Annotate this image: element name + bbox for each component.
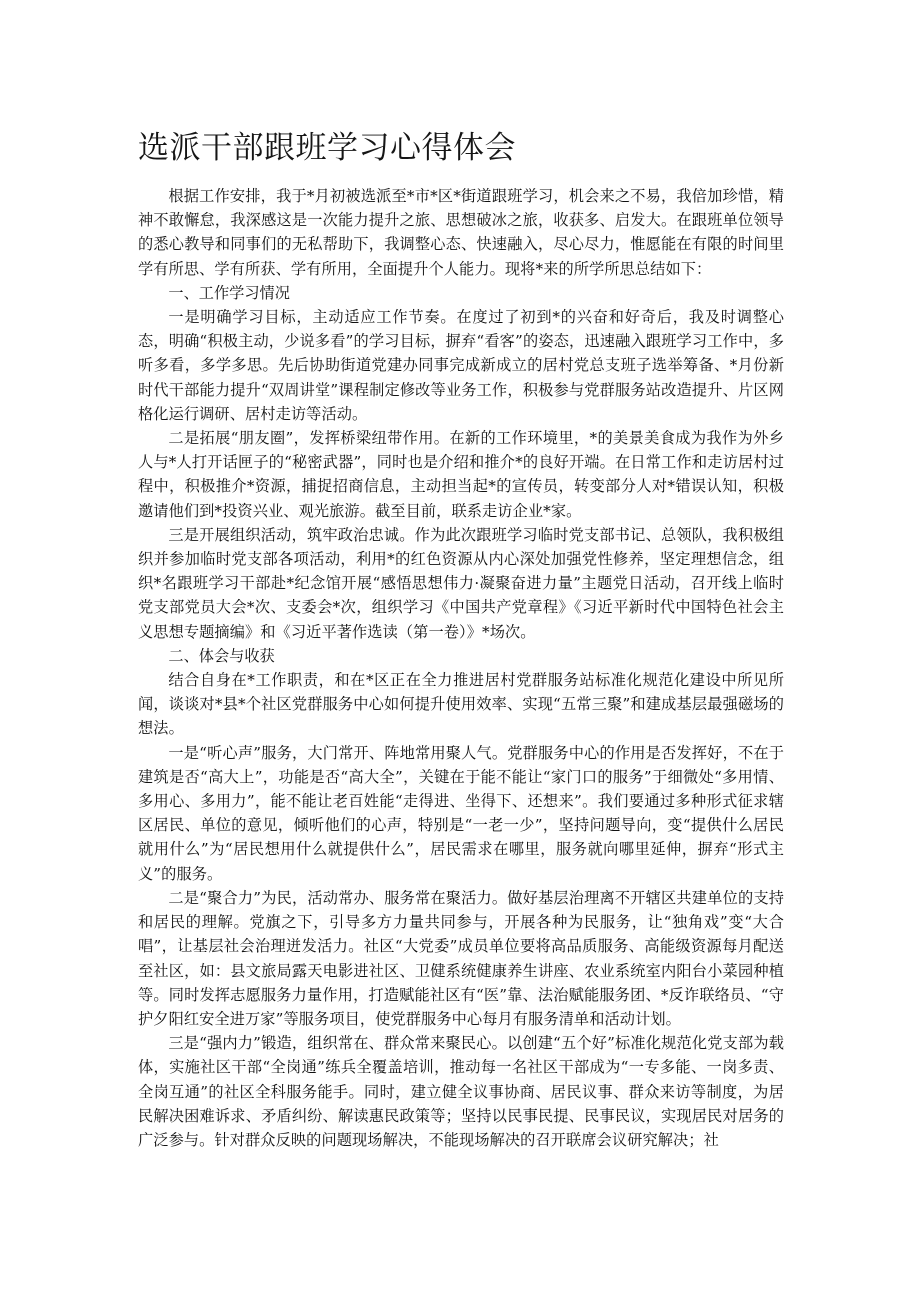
paragraph-goal: 一是明确学习目标，主动适应工作节奏。在度过了初到*的兴奋和好奇后，我及时调整心态，明确“积极主动，少说多看”的学习目标，摒弃“看客”的姿态，迅速融入跟班学习工作中，多听多看，多学多思。先后协助街道党建办同事完成新成立的居村党总支班子选举筹备、*月份新时代干部能力提升“双周讲堂”课程制定修改等业务工作，积极参与党群服务站改造提升、片区网格化运行调研、居村走访等活动。 bbox=[138, 308, 784, 423]
paragraph-intro: 根据工作安排，我于*月初被选派至*市*区*街道跟班学习，机会来之不易，我倍加珍惜，精神不敢懈怠，我深感这是一次能力提升之旅、思想破冰之旅，收获多、启发大。在跟班单位领导的悉心教导和同事们的无私帮助下，我调整心态、快速融入，尽心尽力，惟愿能在有限的时间里学有所思、学有所获、学有所用，全面提升个人能力。现将*来的所学所思总结如下： bbox=[138, 187, 784, 278]
document-page bbox=[138, 128, 784, 1152]
document-title: 选派干部跟班学习心得体会 bbox=[138, 130, 516, 166]
paragraph-listen: 一是“听心声”服务，大门常开、阵地常用聚人气。党群服务中心的作用是否发挥好，不在于建筑是否“高大上”，功能是否“高大全”，关键在于能不能让“家门口的服务”于细微处“多用情、多用心、多用力”，能不能让老百姓能“走得进、坐得下、还想来”。我们要通过多种形式征求辖区居民、单位的意见，倾听他们的心声，特别是“一老一少”，坚持问题导向，变“提供什么居民就用什么”为“居民想用什么就提供什么”，居民需求在哪里，服务就向哪里延伸，摒弃“形式主义”的服务。 bbox=[138, 743, 784, 883]
paragraph-strength: 三是“强内力”锻造，组织常在、群众常来聚民心。以创建“五个好”标准化规范化党支部为载体，实施社区干部“全岗通”练兵全覆盖培训，推动每一名社区干部成为“一专多能、一岗多责、全岗互通”的社区全科服务能手。同时，建立健全议事协商、居民议事、群众来访等制度，为居民解决困难诉求、矛盾纠纷、解读惠民政策等；坚持以民事民提、民事民议，实现居民对居务的广泛参与。针对群众反映的问题现场解决，不能现场解决的召开联席会议研究解决；社 bbox=[138, 1034, 784, 1149]
paragraph-synergy: 二是“聚合力”为民，活动常办、服务常在聚活力。做好基层治理离不开辖区共建单位的支持和居民的理解。党旗之下，引导多方力量共同参与，开展各种为民服务，让“独角戏”变“大合唱”，让基层社会治理迸发活力。社区“大党委”成员单位要将高品质服务、高能级资源每月配送至社区，如：县文旅局露天电影进社区、卫健系统健康养生讲座、农业系统室内阳台小菜园种植等。同时发挥志愿服务力量作用，打造赋能社区有“医”靠、法治赋能服务团、*反诈联络员、“守护夕阳红安全进万家”等服务项目，使党群服务中心每月有服务清单和活动计划。 bbox=[138, 888, 784, 1028]
paragraph-reflection-intro: 结合自身在*工作职责，和在*区正在全力推进居村党群服务站标准化规范化建设中所见所闻，谈谈对*县*个社区党群服务中心如何提升使用效率、实现“五常三聚”和建成基层最强磁场的想法。 bbox=[138, 671, 784, 738]
section-heading-1: 一、工作学习情况 bbox=[168, 283, 290, 302]
paragraph-activities: 三是开展组织活动，筑牢政治忠诚。作为此次跟班学习临时党支部书记、总领队，我积极组织并参加临时党支部各项活动，利用*的红色资源从内心深处加强党性修养，坚定理想信念，组织*名跟班学习干部赴*纪念馆开展“感悟思想伟力·凝聚奋进力量”主题党日活动，召开线上临时党支部党员大会*次、支委会*次，组织学习《中国共产党章程》《习近平新时代中国特色社会主义思想专题摘编》和《习近平著作选读（第一卷）》*场次。 bbox=[138, 525, 784, 641]
paragraph-friends: 二是拓展“朋友圈”，发挥桥梁纽带作用。在新的工作环境里，*的美景美食成为我作为外乡人与*人打开话匣子的“秘密武器”，同时也是介绍和推介*的良好开端。在日常工作和走访居村过程中，积极推介*资源，捕捉招商信息，主动担当起*的宣传员，转变部分人对*错误认知，积极邀请他们到*投资兴业、观光旅游。截至目前，联系走访企业*家。 bbox=[138, 429, 784, 520]
section-heading-2: 二、体会与收获 bbox=[168, 646, 275, 665]
